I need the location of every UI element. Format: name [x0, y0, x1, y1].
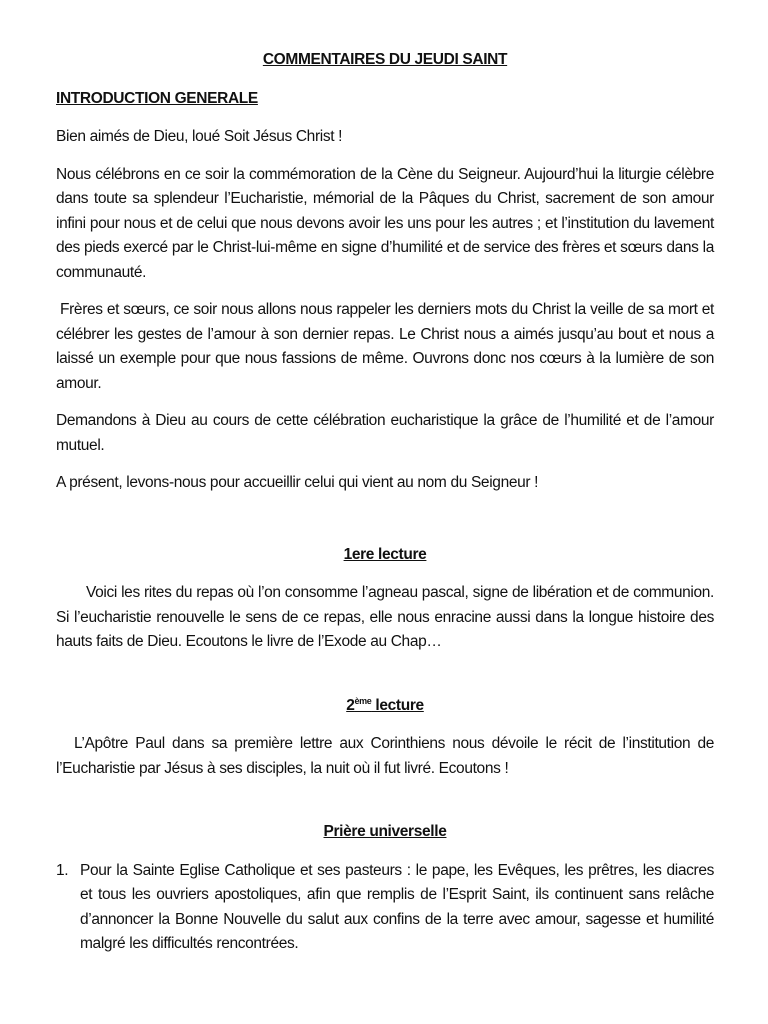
prayer-item-number: 1. [56, 861, 69, 879]
second-reading-text: L’Apôtre Paul dans sa première lettre aux Corinthiens nous dévoile le récit de l’institution de l’Eucharistie par Jésus à ses disciples, la nuit où il fut livré. Ecoutons ! [56, 735, 714, 777]
intro-paragraph: A présent, levons-nous pour accueillir celui qui vient au nom du Seigneur ! [56, 474, 539, 491]
introduction-heading: INTRODUCTION GENERALE [56, 89, 258, 107]
second-reading-superscript: ème [354, 695, 372, 706]
document-page [56, 48, 714, 957]
prayer-item [56, 859, 714, 957]
intro-paragraph: Demandons à Dieu au cours de cette célébration eucharistique la grâce de l’humilité et de l’amour mutuel. [56, 412, 714, 454]
greeting-paragraph: Bien aimés de Dieu, loué Soit Jésus Christ ! [56, 128, 343, 145]
document-title: COMMENTAIRES DU JEUDI SAINT [262, 51, 508, 68]
second-reading-word: lecture [371, 696, 424, 714]
section-spacer [56, 794, 714, 820]
intro-paragraph: Nous célébrons en ce soir la commémoration de la Cène du Seigneur. Aujourd’hui la liturgie célèbre dans toute sa splendeur l’Eucharistie, mémorial de la Pâques du Christ, sacrement de son amour infini pour nous et de celui que nous devons avoir les uns pour les autres ; et l’institution du lavement des pieds exercé par le Christ-lui-même en signe d’humilité et de service des frères et sœurs dans la communauté. [56, 165, 714, 281]
second-reading-heading [56, 694, 714, 719]
first-reading-heading: 1ere lecture [343, 545, 427, 563]
intro-paragraph: Frères et sœurs, ce soir nous allons nous rappeler les derniers mots du Christ la veille de sa mort et célébrer les gestes de l’amour à son dernier repas. Le Christ nous a aimés jusqu’au bout et nous a laissé un exemple pour que nous fassions de même. Ouvrons donc nos cœurs à la lumière de son amour. [56, 301, 714, 392]
universal-prayer-heading: Prière universelle [323, 823, 447, 840]
section-spacer [56, 668, 714, 694]
prayer-item-text: Pour la Sainte Eglise Catholique et ses pasteurs : le pape, les Evêques, les prêtres, les diacres et tous les ouvriers apostoliques, afin que remplis de l’Esprit Saint, ils continuent sans relâche d’annoncer la Bonne Nouvelle du salut aux confins de la terre avec amour, sagesse et humilité malgré les difficultés rencontrées. [80, 861, 714, 952]
prayer-list [56, 859, 714, 957]
first-reading-text: Voici les rites du repas où l’on consomme l’agneau pascal, signe de libération et de communion. Si l’eucharistie renouvelle le sens de ce repas, elle nous enracine aussi dans la longue histoire des hauts faits de Dieu. Ecoutons le livre de l’Exode au Chap… [56, 584, 714, 650]
second-reading-number: 2 [346, 696, 355, 714]
section-spacer [56, 509, 714, 543]
